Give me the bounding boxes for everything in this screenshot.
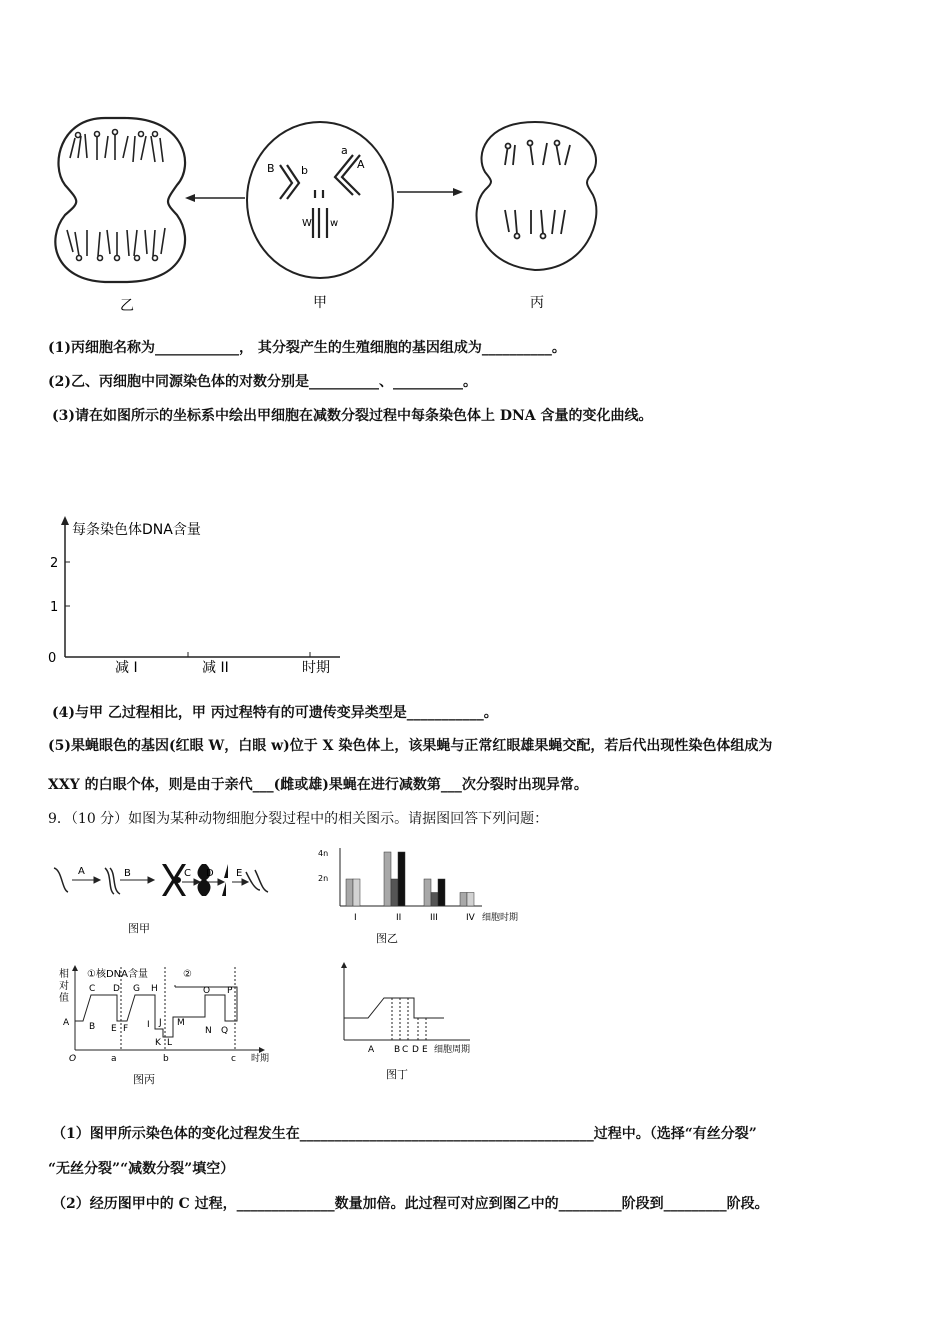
xtick-meiosis-2: 减 II (202, 660, 229, 676)
ding-x-A: A (368, 1045, 375, 1055)
caption-bing: 图丙 (133, 1073, 155, 1086)
figure-bing (55, 965, 285, 1090)
bar-I-light (353, 879, 360, 906)
ding-xname: 细胞周期 (434, 1045, 471, 1055)
dna-axis-chart (40, 512, 350, 677)
bar-II-gray (384, 852, 391, 906)
ylabel-dui: 对 (59, 981, 69, 992)
axis-ylabel: 每条染色体DNA含量 (72, 522, 201, 538)
arrow-label-D: D (206, 868, 214, 879)
point-B: B (89, 1022, 96, 1032)
xtick-meiosis-1: 减 I (115, 660, 138, 676)
point-L: L (167, 1038, 173, 1048)
xtick-period: 时期 (302, 660, 330, 676)
arrow-label-E: E (236, 868, 243, 879)
ytick-0: 0 (48, 651, 57, 666)
question-4: (4)与甲 乙过程相比，甲 丙过程特有的可遗传变异类型是___________。 (52, 705, 498, 721)
ytick-4n: 4n (318, 849, 329, 858)
question-2: (2)乙、丙细胞中同源染色体的对数分别是__________、__________。 (48, 374, 477, 390)
category-II: II (396, 913, 402, 923)
gene-b: b (301, 164, 308, 177)
point-N: N (205, 1026, 212, 1036)
label-bing: 丙 (530, 295, 544, 311)
gene-a: a (341, 144, 348, 157)
point-P: P (227, 986, 233, 996)
point-O: O (203, 986, 211, 996)
point-D: D (113, 984, 120, 994)
xlabel-a: a (111, 1054, 117, 1064)
caption-yi: 图乙 (376, 932, 398, 945)
point-G: G (133, 984, 140, 994)
point-H: H (151, 984, 158, 994)
point-I: I (147, 1020, 150, 1030)
point-M: M (177, 1018, 185, 1028)
question-3: (3)请在如图所示的坐标系中绘出甲细胞在减数分裂过程中每条染色体上 DNA 含量的变化曲线。 (52, 408, 653, 424)
category-IV: IV (466, 913, 475, 923)
bar-III-dark (431, 893, 438, 907)
point-F: F (123, 1024, 129, 1034)
question-9-intro: 9．（10 分）如图为某种动物细胞分裂过程中的相关图示。请据图回答下列问题： (48, 811, 549, 827)
xlabel-O: O (69, 1054, 77, 1064)
gene-w: w (330, 218, 339, 229)
question-9-1-line1: （1）图甲所示染色体的变化过程发生在__________________________________________过程中。（选择“有丝分裂” (52, 1126, 757, 1142)
xlabel-period: 时期 (251, 1054, 270, 1064)
caption-jia: 图甲 (128, 922, 150, 935)
label-yi: 乙 (120, 298, 134, 314)
question-9-1-line2: “无丝分裂”“减数分裂”填空） (48, 1161, 235, 1177)
question-1: (1)丙细胞名称为____________， 其分裂产生的生殖细胞的基因组成为__________。 (48, 340, 566, 356)
arrow-label-B: B (124, 868, 131, 879)
question-5-line2: XXY 的白眼个体，则是由于亲代___(雌或雄)果蝇在进行减数第___次分裂时出现异常。 (48, 777, 588, 793)
point-E: E (111, 1024, 117, 1034)
gene-B: B (267, 162, 275, 175)
question-9-2: （2）经历图甲中的 C 过程，______________数量加倍。此过程可对应到图乙中的_________阶段到_________阶段。 (52, 1196, 769, 1212)
ding-x-C: C (402, 1045, 409, 1055)
label-jia: 甲 (313, 295, 327, 311)
bar-IV-gray (460, 893, 467, 907)
caption-ding: 图丁 (386, 1068, 408, 1081)
xlabel-b: b (163, 1054, 169, 1064)
question-5-line1: (5)果蝇眼色的基因(红眼 W，白眼 w)位于 X 染色体上，该果蝇与正常红眼雄果蝇交配，若后代出现性染色体组成为 (48, 738, 773, 754)
legend-nuclear-dna: ①核DNA含量 (87, 969, 148, 980)
ytick-1: 1 (50, 600, 59, 615)
gene-A: A (357, 158, 365, 171)
point-K: K (155, 1038, 161, 1048)
gene-W: W (302, 218, 312, 229)
bar-III-black (438, 879, 445, 906)
ding-x-E: E (422, 1045, 428, 1055)
point-A: A (63, 1018, 70, 1028)
bar-II-dark (391, 879, 398, 906)
cell-division-figure (45, 110, 615, 315)
category-III: III (430, 913, 438, 923)
figure-ding (330, 962, 500, 1087)
ytick-2n: 2n (318, 874, 329, 883)
ding-x-B: B (394, 1045, 401, 1055)
chromosomes-yi (67, 130, 165, 261)
arrow-label-A: A (78, 866, 85, 877)
cell-jia (247, 122, 393, 278)
xlabel-c: c (231, 1054, 236, 1064)
legend-2: ② (183, 969, 192, 980)
bar-I-gray (346, 879, 353, 906)
cell-bing (477, 122, 597, 270)
ytick-2: 2 (50, 556, 59, 571)
xlabel-cell-period: 细胞时期 (482, 913, 519, 923)
bar-III-gray (424, 879, 431, 906)
arrow-label-C: C (184, 868, 191, 879)
bar-IV-light (467, 893, 474, 907)
point-Q: Q (221, 1026, 229, 1036)
ding-x-D: D (412, 1045, 419, 1055)
point-J: J (159, 1018, 162, 1028)
figure-jia (50, 860, 280, 940)
category-I: I (354, 913, 357, 923)
bar-II-black (398, 852, 405, 906)
ylabel-zhi: 值 (59, 993, 69, 1004)
point-C: C (89, 984, 96, 994)
figure-yi-bar-chart (310, 840, 550, 950)
ylabel-xiang: 相 (59, 969, 69, 980)
